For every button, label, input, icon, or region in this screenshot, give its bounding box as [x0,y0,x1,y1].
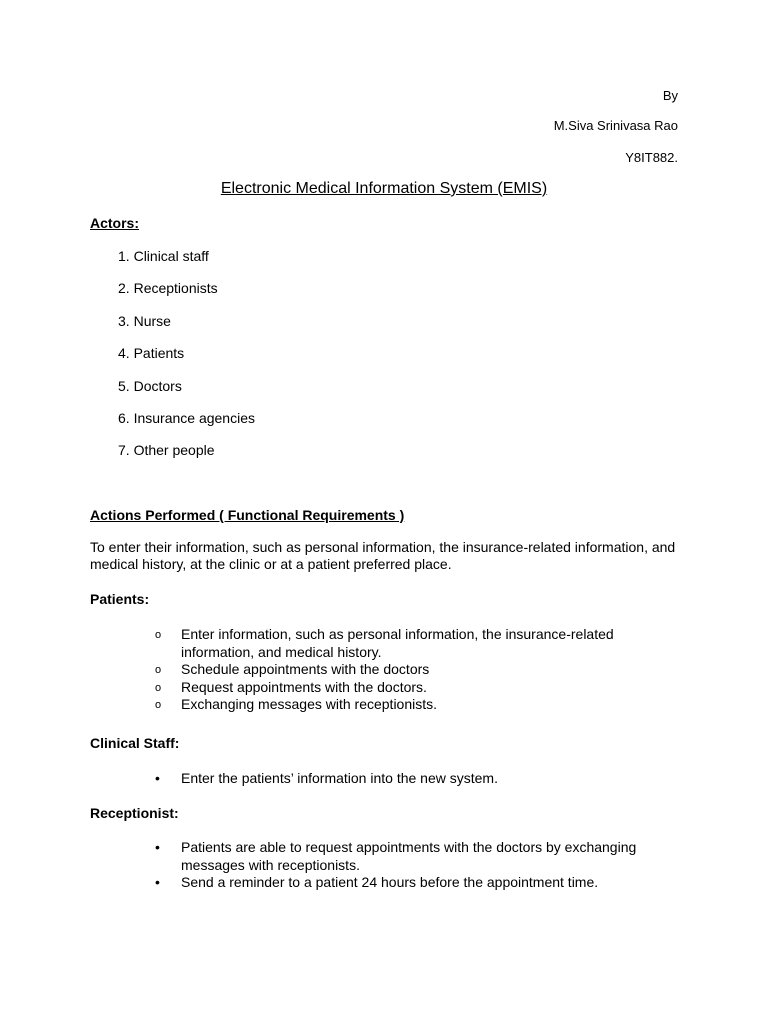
actor-label: Clinical staff [133,248,209,264]
actions-intro: To enter their information, such as personal information, the insurance-related information, and medical history, at the clinic or at a patient preferred place. [90,539,676,572]
patients-heading: Patients: [90,591,150,607]
actor-label: Patients [133,345,185,362]
list-item-text: Enter the patients’ information into the new system. [181,770,498,786]
actor-item [118,408,255,440]
list-item-text: Request appointments with the doctors. [181,678,427,695]
list-item-text: Patients are able to request appointments with the doctors by exchanging messages with receptionists. [181,839,637,873]
actor-label: Doctors [133,377,182,394]
list-item-text: Schedule appointments with the doctors [181,661,430,677]
circle-bullet-icon: o [155,699,162,711]
actor-item [118,311,255,343]
author-id: Y8IT882. [625,150,678,165]
list-item-text: Enter information, such as personal information, the insurance-related information, and medical history. [181,626,614,660]
receptionist-list [155,839,675,892]
actors-list [118,246,255,473]
list-item [155,626,675,661]
circle-bullet-icon: o [155,664,162,676]
actor-label: Nurse [133,312,171,329]
author-by: By [662,88,678,103]
actor-item [118,343,255,375]
list-item-text: Send a reminder to a patient 24 hours before the appointment time. [181,874,599,890]
list-item [155,679,675,697]
list-item [155,696,675,714]
bullet-icon: • [155,874,160,890]
actions-heading: Actions Performed ( Functional Requirements ) [90,507,405,523]
actor-item [118,278,255,310]
actor-number: 3. [118,312,134,329]
document-title: Electronic Medical Information System (EMIS) [220,180,548,197]
circle-bullet-icon: o [155,629,162,641]
actor-label: Other people [133,442,215,459]
list-item-text: Exchanging messages with receptionists. [181,696,438,712]
receptionist-heading: Receptionist: [90,805,179,821]
list-item [155,661,675,679]
author-name: M.Siva Srinivasa Rao [553,118,678,133]
circle-bullet-icon: o [155,681,162,694]
actor-item [118,376,255,408]
clinical-staff-list [155,770,675,788]
list-item [155,839,675,874]
bullet-icon: • [155,839,160,855]
list-item [155,770,675,788]
clinical-staff-heading: Clinical Staff: [90,735,180,751]
actor-label: Insurance agencies [133,409,255,426]
actor-number: 5. [118,377,134,394]
actor-number: 2. [118,280,134,297]
bullet-icon: • [155,770,160,786]
actor-number: 7. [118,442,134,459]
actor-number: 6. [118,409,134,426]
list-item [155,874,675,892]
patients-list [155,626,675,714]
actor-item [118,246,255,278]
actor-number: 4. [118,345,134,362]
actor-number: 1. [118,248,134,264]
actor-label: Receptionists [133,280,218,297]
actors-heading: Actors: [90,215,140,231]
actor-item [118,440,255,472]
